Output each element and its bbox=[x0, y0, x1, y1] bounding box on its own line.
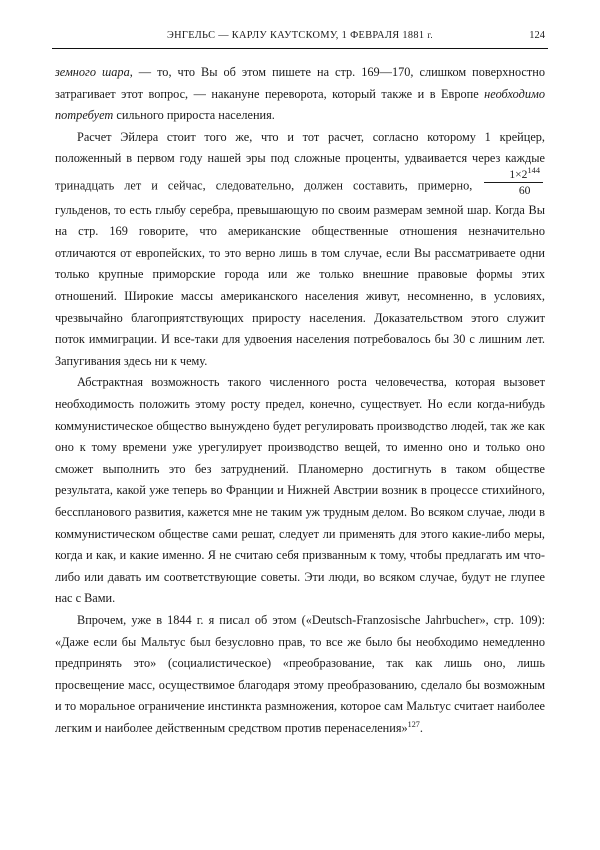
inline-fraction bbox=[484, 168, 543, 198]
text-run: Расчет Эйлера стоит того же, что и тот расчет, согласно которому 1 крейцер, положенный в первом году нашей эры под сложные проценты, удваивается через каждые тринадцать лет и сейчас, следовательно, должен составить, примерно, bbox=[55, 129, 545, 193]
text-run: . bbox=[419, 720, 423, 735]
fraction-numerator-exponent: 144 bbox=[527, 166, 540, 176]
text-run: гульденов, то есть глыбу серебра, превышающую по своим размерам земной шар. Когда Вы на стр. 169 говорите, что американские общественные отношения незначительно отличаются от европейских, то это верно лишь в том случае, если Вы рассматриваете одни только крупные приморские города или же только внешние правовые формы этих отношений. Широкие массы американского населения живут, несомненно, в условиях, чрезвычайно благоприятствующих приросту населения. Доказательством этого служит поток иммиграции. И все-таки для удвоения населения потребовалось бы 30 с лишним лет. Запугивания здесь ни к чему. bbox=[55, 202, 545, 368]
text-run: Впрочем, уже в 1844 г. я писал об этом («Deutsch-Franzosische Jahrbucher», стр. 109): «Даже если бы Мальтус был безусловно прав, то все же было бы необходимо немедленно предпринять это» (социалистическое) «преобразование, так как лишь оно, лишь просвещение масс, осуществимое благодаря этому преобразованию, сделало бы возможным и то моральное ограничение инстинкта размножения, которое сам Мальтус считает наиболее легким и наиболее действенным средством против перенаселения» bbox=[55, 612, 545, 735]
text-run: , — то, что Вы об этом пишете на стр. 169—170, слишком поверхностно затрагивает этот вопрос, — накануне переворота, который также и в Европе bbox=[55, 65, 545, 101]
header-rule-divider bbox=[52, 48, 548, 49]
body-text-block bbox=[55, 62, 545, 739]
paragraph-2 bbox=[55, 127, 545, 373]
paragraph-4 bbox=[55, 610, 545, 740]
fraction-numerator bbox=[484, 168, 543, 182]
text-run: сильного прироста населения. bbox=[113, 108, 275, 123]
text-run: Абстрактная возможность такого численного роста человечества, которая вызовет необходимость положить этому росту предел, конечно, существует. Но если когда-нибудь коммунистическое общество вынуждено будет регулировать производство людей, так же как оно к тому времени уже урегулирует производство вещей, то именно оно и только оно сможет выполнить это без затруднений. Планомерно достигнуть в таком обществе результата, какой уже теперь во Франции и Нижней Австрии возник в процессе стихийного, бесспланового развития, кажется мне не таким уж трудным делом. Во всяком случае, люди в коммунистическом обществе сами решат, следует ли применять для этого какие-либо меры, когда и как, и какие именно. Я не считаю себя призванным к тому, чтобы предлагать им что-либо или давать им соответствующие советы. Эти люди, во всяком случае, будут не глупее нас с Вами. bbox=[55, 375, 545, 606]
fraction-numerator-base: 1×2 bbox=[509, 168, 528, 182]
paragraph-1 bbox=[55, 62, 545, 127]
paragraph-3 bbox=[55, 372, 545, 610]
running-head-title-main: ЭНГЕЛЬС — КАРЛУ КАУТСКОМУ, 1 ФЕВРАЛЯ 1881 bbox=[166, 30, 428, 41]
fraction-denominator: 60 bbox=[518, 184, 531, 198]
italic-run-neobhodimo-potrebuet: необходимо потребует bbox=[55, 86, 545, 123]
page-number: 124 bbox=[529, 30, 545, 41]
running-head-title-suffix: г. bbox=[427, 30, 433, 40]
footnote-reference-127[interactable]: 127 bbox=[407, 719, 420, 729]
running-head-title bbox=[167, 31, 433, 41]
italic-run-zemnogo-shara: земного шара bbox=[55, 65, 130, 79]
